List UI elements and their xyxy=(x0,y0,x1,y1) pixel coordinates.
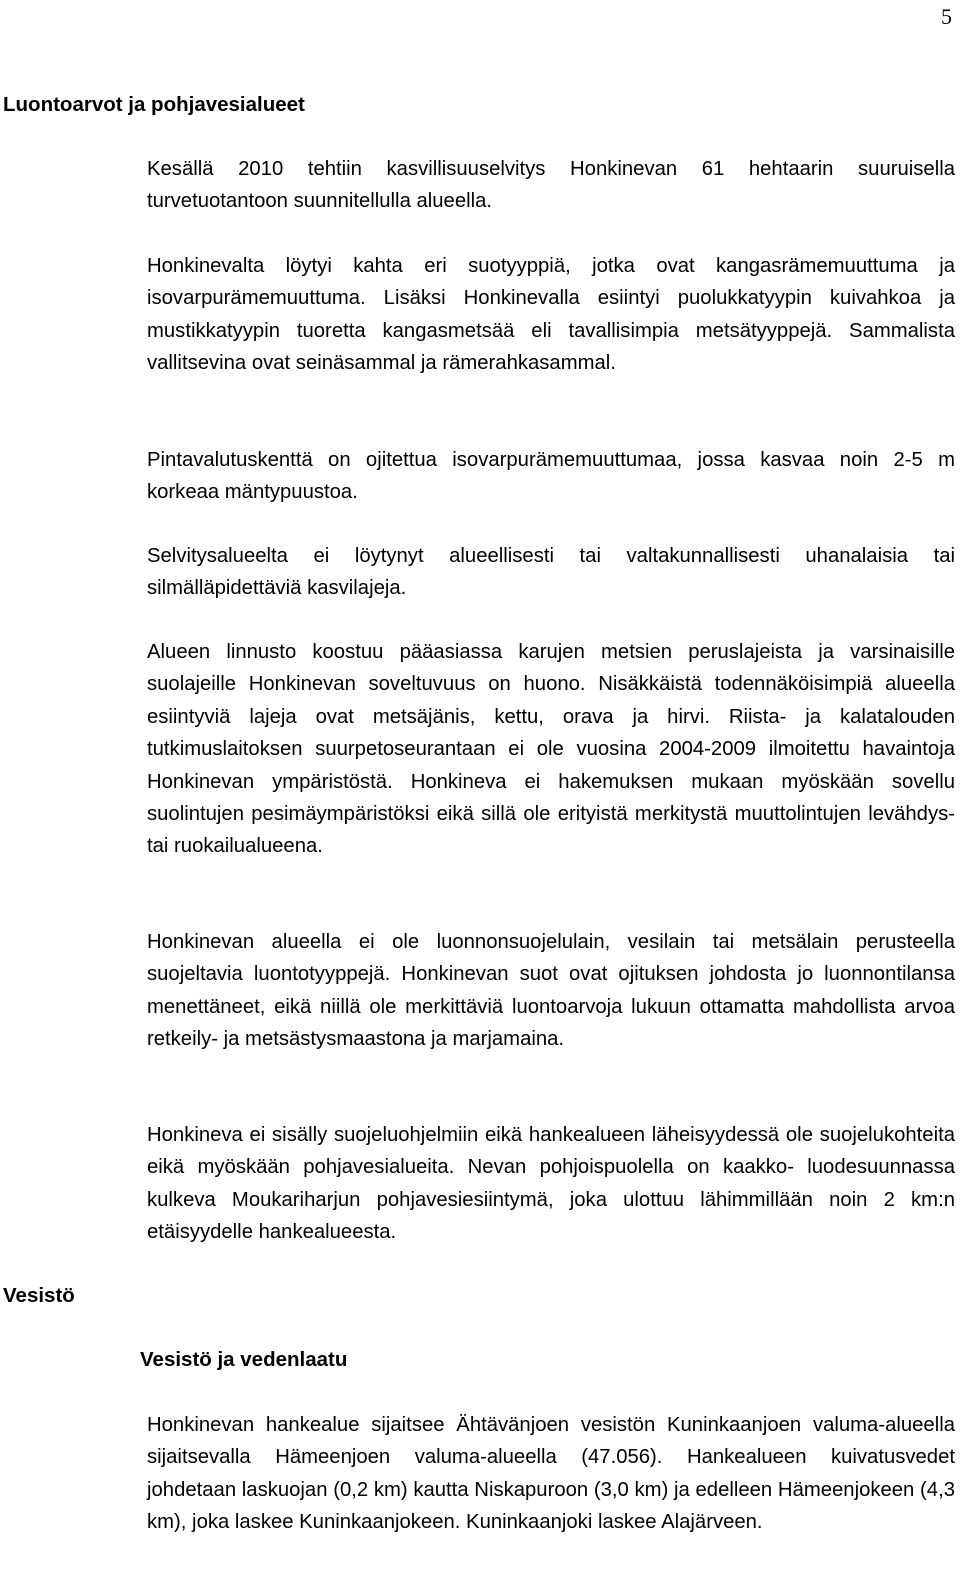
paragraph-suotyypit: Honkinevalta löytyi kahta eri suotyyppiä, jotka ovat kangasrämemuuttuma ja isovarpurämemuuttuma. Lisäksi Honkinevalla esiintyi puolukkatyypin kuivahkoa ja mustikkatyypin tuoretta kangasmetsää eli tavallisimpia metsätyyppejä. Sammalista vallitsevina ovat seinäsammal ja rämerahkasammal. xyxy=(147,255,955,375)
paragraph-kasvillisuusselvitys: Kesällä 2010 tehtiin kasvillisuuselvitys Honkinevan 61 hehtaarin suuruisella turvetuotantoon suunnitellulla alueella. xyxy=(147,158,955,213)
page-number: 5 xyxy=(941,4,952,29)
section-heading-luontoarvot: Luontoarvot ja pohjavesialueet xyxy=(3,93,305,116)
paragraph-hankealue-sijainti: Honkinevan hankealue sijaitsee Ähtävänjoen vesistön Kuninkaanjoen valuma-alueella sijaitsevalla Hämeenjoen valuma-alueella (47.056). Hankealueen kuivatusvedet johdetaan laskuojan (0,2 km) kautta Niskapuroon (3,0 km) ja edelleen Hämeenjokeen (4,3 km), joka laskee Kuninkaanjokeen. Kuninkaanjoki laskee Alajärveen. xyxy=(147,1414,955,1534)
subheading-vesisto-ja-vedenlaatu: Vesistö ja vedenlaatu xyxy=(140,1348,348,1371)
paragraph-pintavalutuskentta: Pintavalutuskenttä on ojitettua isovarpurämemuuttumaa, jossa kasvaa noin 2-5 m korkeaa mäntypuustoa. xyxy=(147,449,955,504)
paragraph-uhanalaiset-lajit: Selvitysalueelta ei löytynyt alueellisesti tai valtakunnallisesti uhanalaisia tai silmälläpidettäviä kasvilajeja. xyxy=(147,545,955,600)
paragraph-suojeluohjelmat: Honkineva ei sisälly suojeluohjelmiin eikä hankealueen läheisyydessä ole suojelukohteita eikä myöskään pohjavesialueita. Nevan pohjoispuolella on kaakko- luodesuunnassa kulkeva Moukariharjun pohjavesiesiintymä, joka ulottuu lähimmillään noin 2 km:n etäisyydelle hankealueesta. xyxy=(147,1124,955,1244)
paragraph-linnusto: Alueen linnusto koostuu pääasiassa karujen metsien peruslajeista ja varsinaisille suolajeille Honkinevan soveltuvuus on huono. Nisäkkäistä todennäköisimpiä alueella esiintyviä lajeja ovat metsäjänis, kettu, orava ja hirvi. Riista- ja kalatalouden tutkimuslaitoksen suurpetoseurantaan ei ole vuosina 2004-2009 ilmoitettu havaintoja Honkinevan ympäristöstä. Honkineva ei hakemuksen mukaan myöskään sovellu suolintujen pesimäympäristöksi eikä sillä ole erityistä merkitystä muuttolintujen levähdys- tai ruokailualueena. xyxy=(147,641,955,858)
section-heading-vesisto: Vesistö xyxy=(3,1284,75,1307)
paragraph-luontotyypit: Honkinevan alueella ei ole luonnonsuojelulain, vesilain tai metsälain perusteella suojeltavia luontotyyppejä. Honkinevan suot ovat ojituksen johdosta jo luonnontilansa menettäneet, eikä niillä ole merkittäviä luontoarvoja lukuun ottamatta mahdollista arvoa retkeily- ja metsästysmaastona ja marjamaina. xyxy=(147,931,955,1051)
